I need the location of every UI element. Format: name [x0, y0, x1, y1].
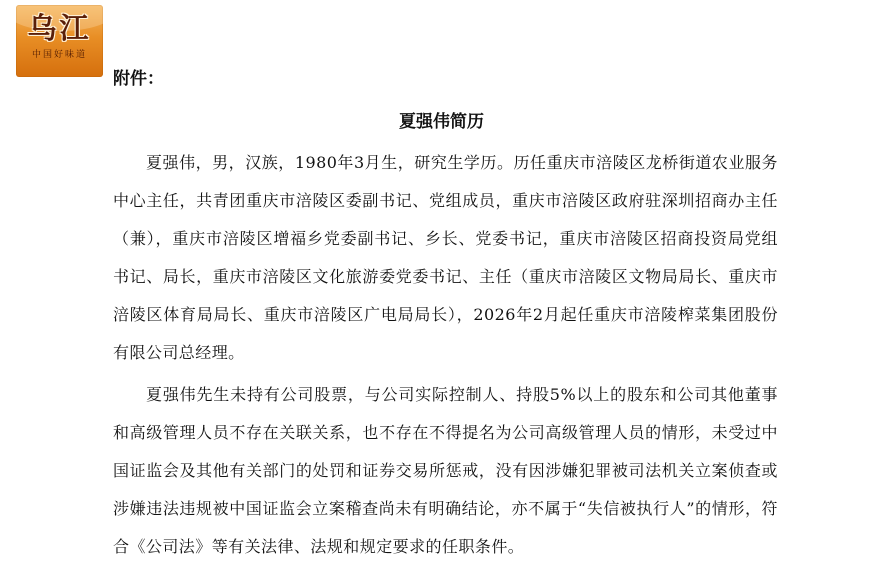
company-logo [16, 5, 103, 77]
attachment-label: 附件： [113, 69, 164, 89]
disclosure-paragraph: 夏强伟先生未持有公司股票，与公司实际控制人、持股5%以上的股东和公司其他董事和高级管理人员不存在关联关系，也不存在不得提名为公司高级管理人员的情形，未受过中国证监会及其他有关部门的处罚和证券交易所惩戒，没有因涉嫌犯罪被司法机关立案侦查或涉嫌违法违规被中国证监会立案稽查尚未有明确结论，亦不属于“失信被执行人”的情形，符合《公司法》等有关法律、法规和规定要求的任职条件。 [113, 385, 778, 556]
resume-title: 夏强伟简历 [399, 112, 484, 132]
biography-paragraph: 夏强伟，男，汉族，1980年3月生，研究生学历。历任重庆市涪陵区龙桥街道农业服务中心主任，共青团重庆市涪陵区委副书记、党组成员，重庆市涪陵区政府驻深圳招商办主任（兼），重庆市涪陵区增福乡党委副书记、乡长、党委书记，重庆市涪陵区招商投资局党组书记、局长，重庆市涪陵区文化旅游委党委书记、主任（重庆市涪陵区文物局局长、重庆市涪陵区体育局局长、重庆市涪陵区广电局局长），2026年2月起任重庆市涪陵榨菜集团股份有限公司总经理。 [113, 153, 778, 362]
logo-brand-text: 乌江 [27, 11, 92, 45]
logo-tagline: 中国好味道 [31, 50, 87, 60]
